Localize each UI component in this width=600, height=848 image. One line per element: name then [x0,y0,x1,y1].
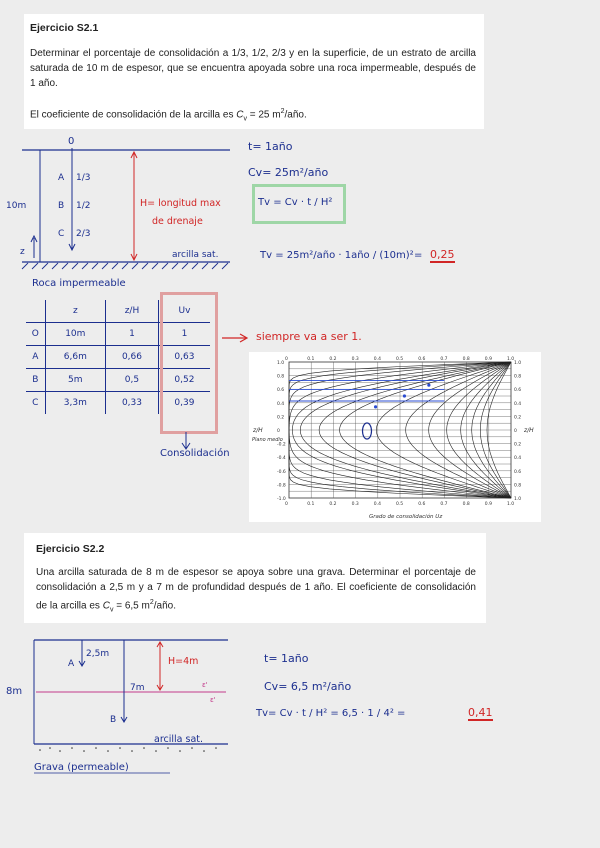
top-label: 0 [68,136,75,147]
exercise-s22-box [24,533,486,623]
graph-bottom-tick: 0.1 [307,502,315,507]
point-b: B [58,201,65,211]
h-4m-label: H=4m [168,656,199,667]
exercise-s22-statement: Una arcilla saturada de 8 m de espesor se apoya sobre una grava. Determinar el porcentaje de consolidación a 2,5 m y a 7 m de profundidad después de 1 año. El coeficiente de consolidación de la arcilla es $C_v = 6,5$ $m^2$/año. [36,567,476,614]
table-cell: 0,52 [158,369,210,392]
epsilon-1: ε' [202,681,208,689]
table-cell: O [26,323,45,346]
calc2-tv: Tv= Cv · t / H² = 6,5 · 1 / 4² = [256,708,406,719]
table-cell: 1 [106,323,159,346]
graph-bottom-tick: 0 [285,502,288,507]
graph-right-tick: 0.8 [514,483,522,489]
graph-left-tick: 0.6 [277,388,285,394]
graph-top-tick: 0.6 [418,357,426,362]
graph-left-tick: -0.4 [277,456,286,462]
h-label-1: H= longitud max [140,198,221,209]
calc2-tv-result: 0,41 [468,706,493,719]
graph-bottom-tick: 0.6 [418,502,426,507]
graph-annotation-dot [374,405,377,408]
table-cell: A [26,346,45,369]
graph-annotation-dot [403,394,406,397]
zh-right-label: z/H [524,427,534,434]
table-cell: 0,39 [158,392,210,415]
graph-right-tick: 0.6 [514,388,522,394]
graph-top-tick: 0.2 [329,357,337,362]
graph-left-tick: 1.0 [277,361,285,366]
point-a-s22: A [68,659,75,669]
graph-right-tick: 0 [514,429,517,434]
exercise-s21-box [24,14,484,129]
table-header-cell: z [45,300,105,323]
graph-right-tick: 0.2 [514,442,522,448]
arcilla-label-s22: arcilla sat. [154,734,204,745]
calc-cv: Cv= 25m²/año [248,166,329,179]
plano-medio-label: Plano medio [252,437,283,443]
exercise-s21-title: Ejercicio S2.1 [30,22,99,34]
tv-equals: = [414,250,423,261]
note-arrow [220,332,250,344]
fraction-b: 1/2 [76,201,91,211]
graph-left-tick: -1.0 [277,497,286,502]
grava-label: Grava (permeable) [34,762,129,773]
graph-bottom-tick: 0.5 [396,502,404,507]
calc2-t: t= 1año [264,652,309,665]
graph-left-tick: -0.2 [277,442,286,448]
graph-bottom-tick: 0.7 [440,502,448,507]
graph-left-tick: 0.8 [277,374,285,380]
graph-left-tick: 0.4 [277,401,285,407]
graph-top-tick: 0.4 [373,357,381,362]
table-cell: 1 [158,323,210,346]
depth-label-8m: 8m [6,686,23,697]
depth-label: 10m [6,201,27,211]
graph-x-label: Grado de consolidación Uz [369,514,443,520]
graph-left-tick: -0.6 [277,469,286,475]
table-cell: 0,5 [106,369,159,392]
table-cell: 0,66 [106,346,159,369]
table-header-cell: Uv [158,300,210,323]
graph-left-tick: 0 [277,429,280,434]
roca-label: Roca impermeable [32,278,126,289]
tv-result: 0,25 [430,248,455,261]
b-depth-label: 7m [130,683,145,693]
fraction-c: 2/3 [76,229,91,239]
sketch-s22 [0,630,250,780]
graph-left-tick: -0.8 [277,483,286,489]
graph-right-tick: 0.2 [514,415,522,421]
table-cell: C [26,392,45,415]
arcilla-label: arcilla sat. [172,250,219,260]
exercise-s21-coefficient: El coeficiente de consolidación de la arcilla es $C_v = 25$ $m^2$/año. [30,108,307,123]
table-header-cell: z/H [106,300,159,323]
graph-bottom-tick: 0.4 [373,502,381,507]
table-cell: 0,33 [106,392,159,415]
graph-bottom-tick: 0.8 [462,502,470,507]
point-a: A [58,173,65,183]
graph-top-tick: 0.5 [396,357,404,362]
exercise-s21-statement: Determinar el porcentaje de consolidación a 1/3, 1/2, 2/3 y en la superficie, de un estrato de arcilla saturada de 10 m de espesor, que se encuentra apoyada sobre una roca impermeable, después de 1 año. [30,48,476,89]
tv-substitution: Tv = 25m²/año · 1año / (10m)² [260,250,414,261]
table-cell: 0,63 [158,346,210,369]
table-cell: 6,6m [45,346,105,369]
graph-top-tick: 0.7 [440,357,448,362]
graph-right-tick: 1.0 [514,497,522,502]
graph-top-tick: 0.3 [351,357,359,362]
graph-right-tick: 0.6 [514,469,522,475]
calc2-cv: Cv= 6,5 m²/año [264,680,352,693]
isochrone-graph [249,352,541,522]
uv-column-highlight [160,292,218,434]
h-label-2: de drenaje [152,216,203,227]
fraction-a: 1/3 [76,173,91,183]
graph-right-tick: 0.8 [514,374,522,380]
zh-left-label: z/H [253,427,263,434]
table-cell: 3,3m [45,392,105,415]
epsilon-2: ε' [210,696,216,704]
graph-left-tick: 0.2 [277,415,285,421]
table-cell: 10m [45,323,105,346]
consolidacion-label: Consolidación [160,448,230,459]
graph-top-tick: 1.0 [507,357,515,362]
exercise-s22-title: Ejercicio S2.2 [36,543,105,555]
graph-annotation-dot [427,384,430,387]
graph-right-tick: 1.0 [514,361,522,366]
calc-t: t= 1año [248,140,293,153]
graph-top-tick: 0.9 [484,357,492,362]
table-header-cell [26,300,45,323]
sketch-s21 [0,130,260,290]
a-depth-label: 2,5m [86,649,110,659]
graph-bottom-tick: 0.3 [351,502,359,507]
point-c: C [58,229,65,239]
point-b-s22: B [110,715,117,725]
graph-right-tick: 0.4 [514,401,522,407]
tv-formula: Tv = Cv · t / H² [258,197,333,208]
graph-bottom-tick: 0.2 [329,502,337,507]
table-cell: 5m [45,369,105,392]
graph-bottom-tick: 0.9 [484,502,492,507]
z-label: z [20,247,25,257]
table-cell: B [26,369,45,392]
note-always-one: siempre va a ser 1. [256,330,362,343]
graph-top-tick: 0 [285,357,288,362]
graph-top-tick: 0.1 [307,357,315,362]
graph-bottom-tick: 1.0 [507,502,515,507]
graph-right-tick: 0.4 [514,456,522,462]
graph-top-tick: 0.8 [462,357,470,362]
